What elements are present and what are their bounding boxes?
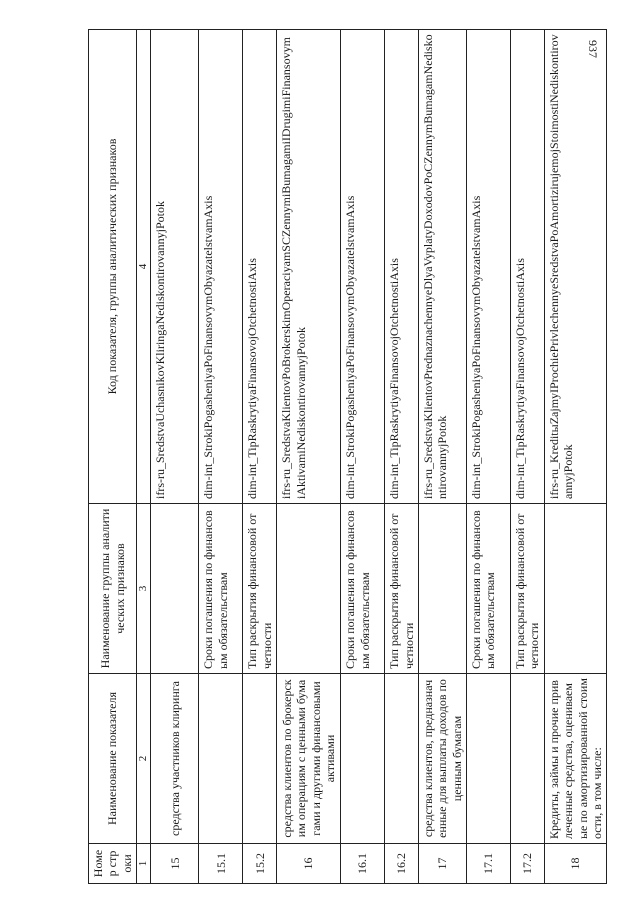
indicator-code: dim-int_StrokiPogasheniyaPoFinansovymObyazatelstvamAxis	[341, 30, 385, 504]
column-number-row	[137, 30, 151, 884]
header-indicator-name: Наименование показателя	[89, 674, 137, 844]
indicator-code: dim-int_StrokiPogasheniyaPoFinansovymObyazatelstvamAxis	[199, 30, 243, 504]
indicator-name	[467, 674, 511, 844]
table-row	[243, 30, 277, 884]
indicator-code: dim-int_TipRaskrytiyaFinansovojOtchetnostiAxis	[385, 30, 419, 504]
column-number: 4	[137, 30, 151, 504]
indicator-name	[511, 674, 545, 844]
group-name	[277, 504, 341, 674]
indicator-code: dim-int_TipRaskrytiyaFinansovojOtchetnostiAxis	[243, 30, 277, 504]
row-number: 15	[151, 844, 199, 884]
indicator-name: средства клиентов, предназначенные для выплаты доходов по ценным бумагам	[418, 674, 466, 844]
row-number: 16.1	[341, 844, 385, 884]
table-row	[151, 30, 199, 884]
group-name: Тип раскрытия финансовой отчетности	[243, 504, 277, 674]
table-row	[199, 30, 243, 884]
indicator-name	[199, 674, 243, 844]
indicator-code: ifrs-ru_SredstvaKlientovPoBrokerskimOperaciyamSCZennymiBumagamiIDrugimiFinansovymiAktivamiNediskontirovannyjPotok	[277, 30, 341, 504]
group-name: Сроки погашения по финансовым обязательствам	[341, 504, 385, 674]
table-row	[277, 30, 341, 884]
row-number: 15.1	[199, 844, 243, 884]
indicator-code: dim-int_TipRaskrytiyaFinansovojOtchetnostiAxis	[511, 30, 545, 504]
header-group-name: Наименование группы аналитических признаков	[89, 504, 137, 674]
table-row	[544, 30, 607, 884]
row-number: 16	[277, 844, 341, 884]
group-name: Сроки погашения по финансовым обязательствам	[467, 504, 511, 674]
indicator-name	[341, 674, 385, 844]
indicator-code: ifrs-ru_SredstvaKlientovPrednaznachennyeDlyaVyplatyDoxodovPoCZennymBumagamNediskontirovannyjPotok	[418, 30, 466, 504]
indicator-name	[243, 674, 277, 844]
page-number: 937	[586, 40, 600, 58]
row-number: 17.2	[511, 844, 545, 884]
table-row	[467, 30, 511, 884]
indicator-code: dim-int_StrokiPogasheniyaPoFinansovymObyazatelstvamAxis	[467, 30, 511, 504]
row-number: 17.1	[467, 844, 511, 884]
header-row-number: Номер строки	[89, 844, 137, 884]
indicator-name: средства участников клиринга	[151, 674, 199, 844]
row-number: 16.2	[385, 844, 419, 884]
group-name	[418, 504, 466, 674]
header-code: Код показателя, группы аналитических признаков	[89, 30, 137, 504]
group-name	[151, 504, 199, 674]
header-row	[89, 30, 137, 884]
table-row	[385, 30, 419, 884]
group-name: Сроки погашения по финансовым обязательствам	[199, 504, 243, 674]
column-number: 1	[137, 844, 151, 884]
table-row	[341, 30, 385, 884]
row-number: 17	[418, 844, 466, 884]
column-number: 3	[137, 504, 151, 674]
indicator-name: Кредиты, займы и прочие привлеченные средства, оцениваемые по амортизированной стоимости, в том числе:	[544, 674, 607, 844]
indicator-code: ifrs-ru_SredstvaUchasnikovKliringaNediskontirovannyjPotok	[151, 30, 199, 504]
table-row	[511, 30, 545, 884]
group-name	[544, 504, 607, 674]
row-number: 18	[544, 844, 607, 884]
indicator-name: средства клиентов по брокерским операциям с ценными бумагами и другими финансовыми активами	[277, 674, 341, 844]
indicator-code: ifrs-ru_KreditыZajmyIProchiePrivlechennyeSredstvaPoAmortizirujemojStoimostiNediskontirovannyjPotok	[544, 30, 607, 504]
row-number: 15.2	[243, 844, 277, 884]
indicator-table	[88, 29, 607, 884]
group-name: Тип раскрытия финансовой отчетности	[511, 504, 545, 674]
column-number: 2	[137, 674, 151, 844]
table-row	[418, 30, 466, 884]
group-name: Тип раскрытия финансовой отчетности	[385, 504, 419, 674]
indicator-name	[385, 674, 419, 844]
